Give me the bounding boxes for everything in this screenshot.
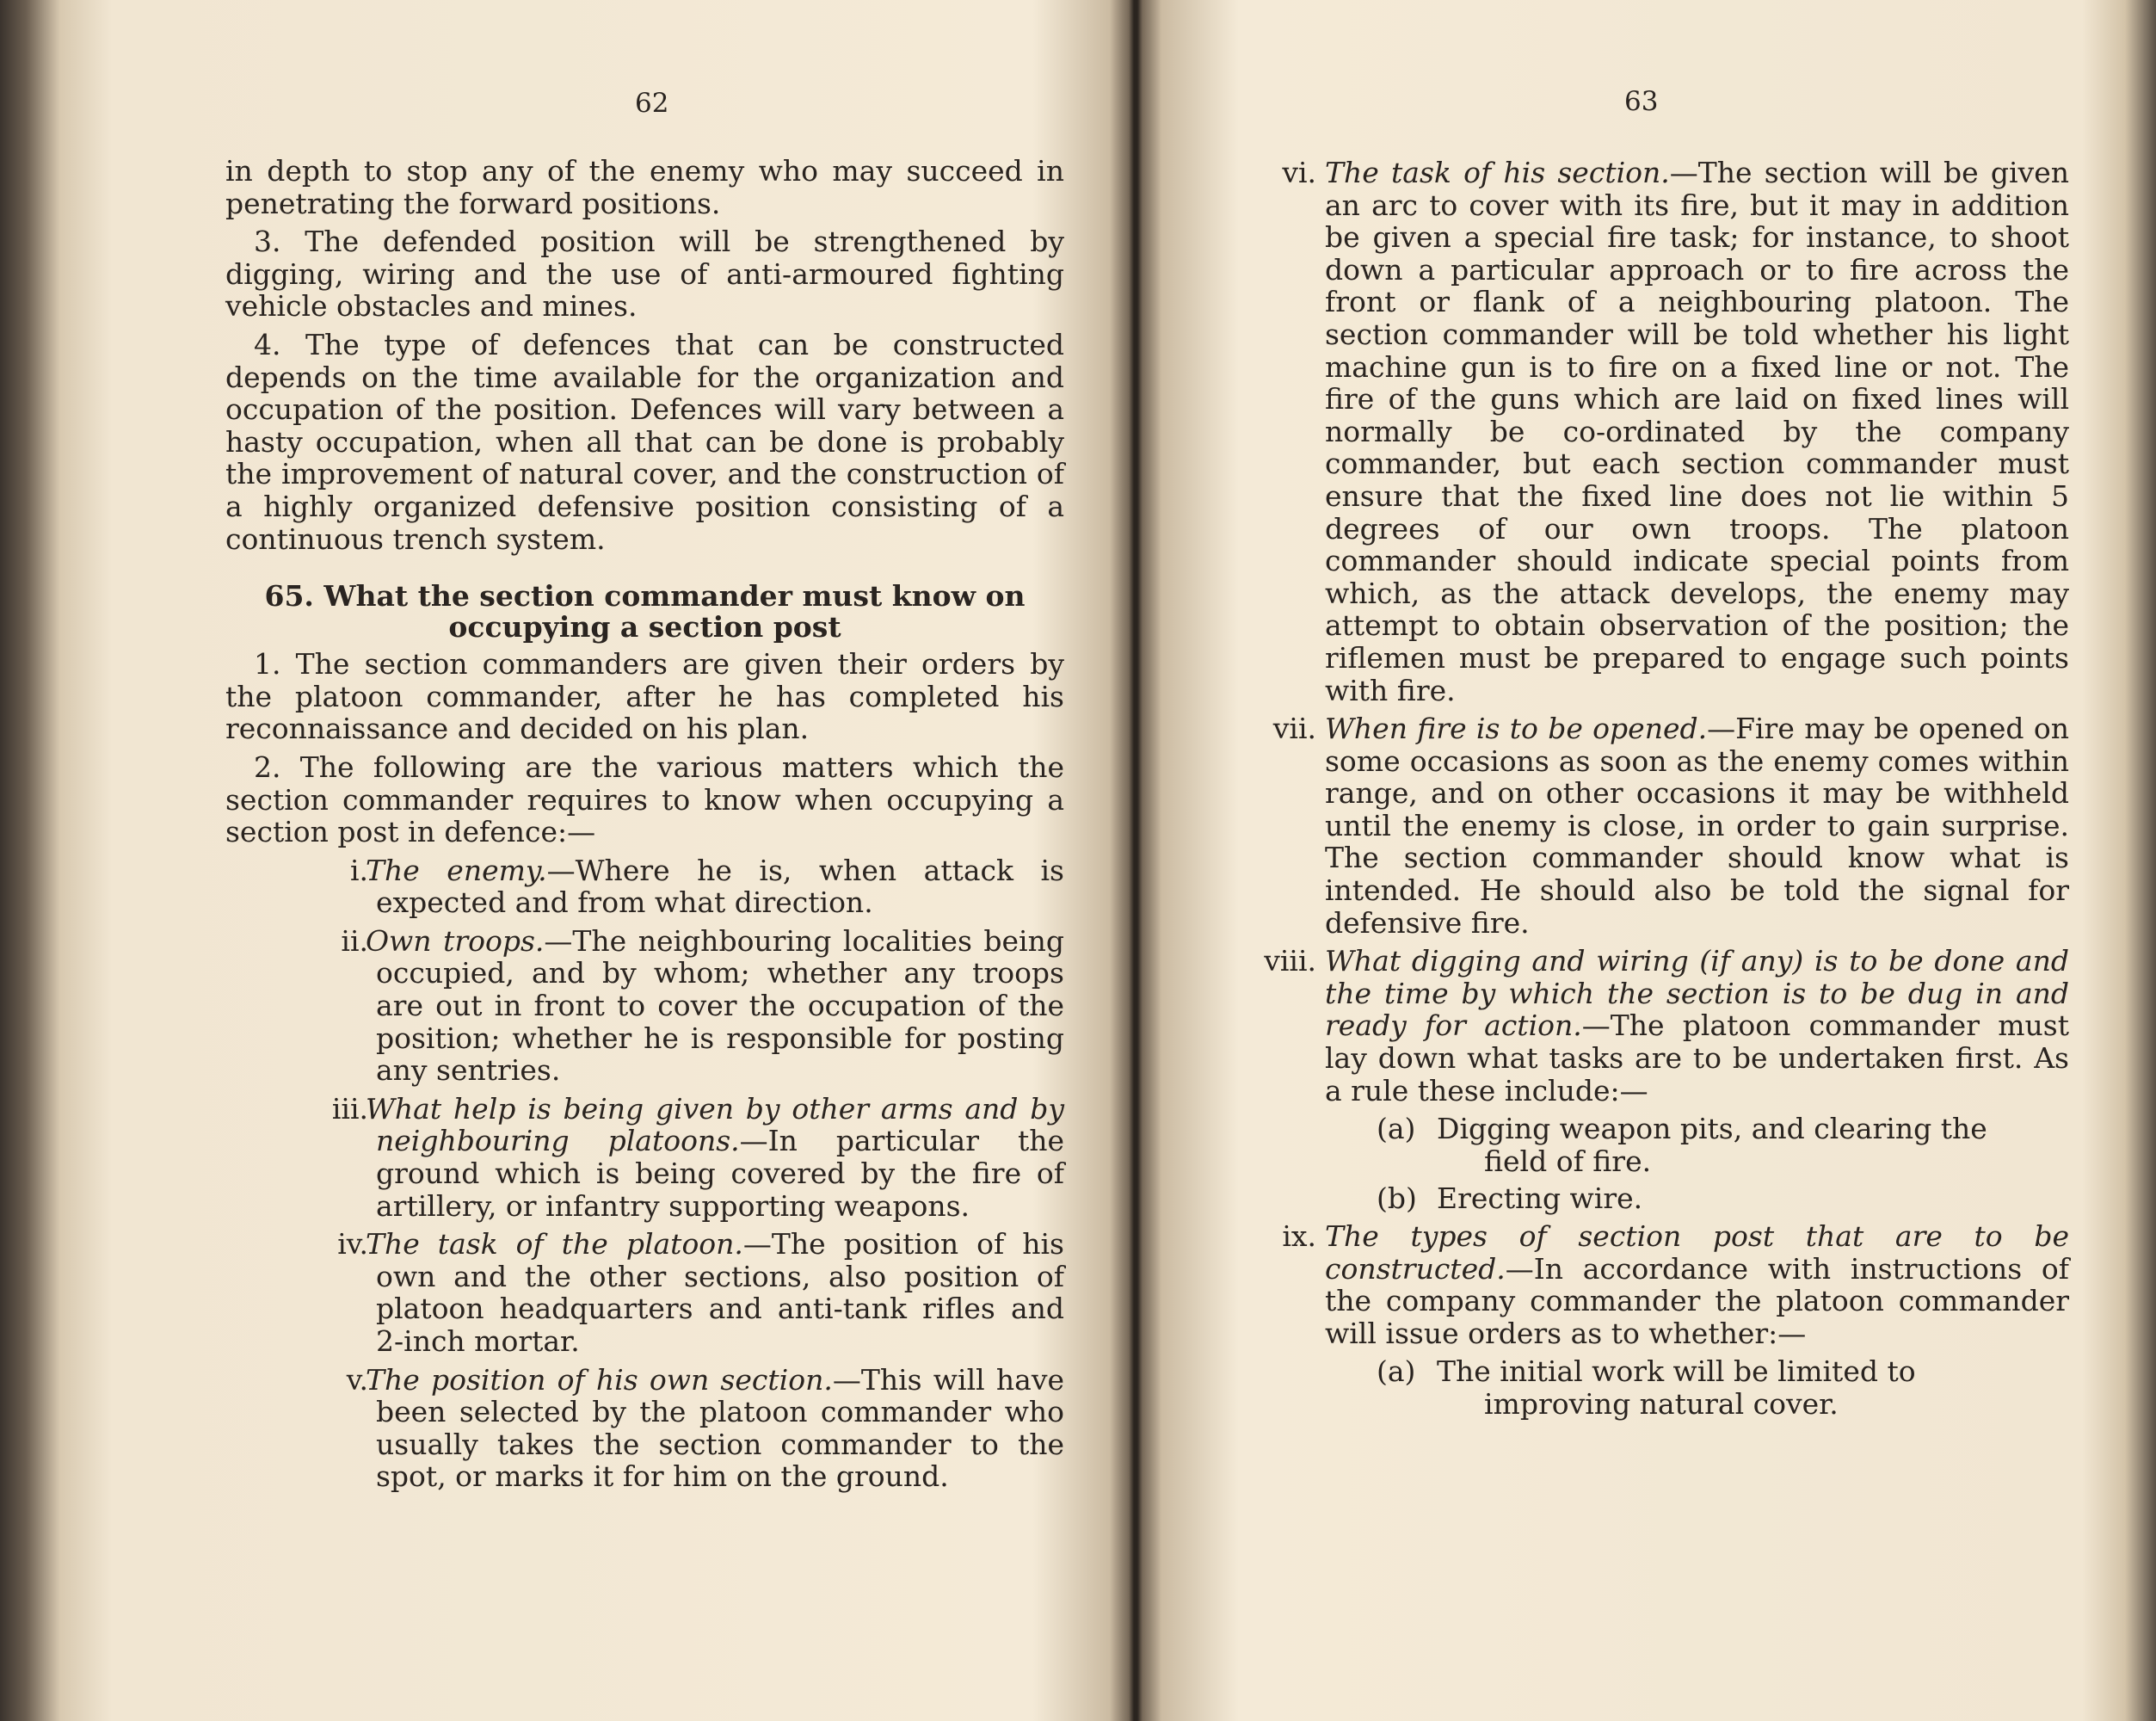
sub-item-viii-a [1269,1113,2069,1177]
sub-item-text: The initial work will be limited to [1437,1354,1916,1389]
item-title: The task of the platoon. [366,1227,743,1261]
heading-number: 65. [264,579,314,614]
sub-item-text: Erecting wire. [1437,1181,1643,1216]
item-title: The types of section post that are to be constructed. [1325,1219,2069,1286]
paragraph-continuation: in depth to stop any of the enemy who may succeed in penetrating the forward positions. [225,154,1064,220]
list-item-vii [1269,712,2069,939]
item-text: —The section will be given an arc to cover with its fire, but it may in addition be given a special fire task; for instance, to shoot down a particular approach or to fire across the front or flank of a neighbouring platoon. The section commander will be told whether his light machine gun is to fire on a fixed line or not. The fire of the guns which are laid on fixed lines will normally be co-ordinated by the company commander, but each section commander must ensure that the fixed line does not lie within 5 degrees of our own troops. The platoon commander should indicate special points from which, as the attack develops, the enemy may attempt to obtain observation of the position; the riflemen must be prepared to engage such points with fire. [1325,156,2069,707]
sub-item-ix-a [1269,1355,2069,1420]
item-title: The enemy. [366,853,547,887]
paragraph-4: 4. The type of defences that can be constructed depends on the time available for the organization and occupation of the position. Defences will vary between a hasty occupation, when all that can be done is probably the improvement of natural cover, and the construction of a highly organized defensive position consisting of a continuous trench system. [225,327,1064,556]
left-text-block [225,155,1064,1499]
heading-line-1: What the section commander must know on [323,579,1026,614]
item-number: ix. [1282,1219,1316,1253]
item-number: vii. [1272,712,1316,746]
item-number: i. [349,853,368,887]
item-text: —This will have been selected by the platoon commander who usually takes the section commander to the spot, or marks it for him on the ground. [376,1362,1064,1494]
list-item-ii [225,925,1064,1087]
list-item-ix [1269,1220,2069,1349]
paragraph-3: 3. The defended position will be strengthened by digging, wiring and the use of anti-armoured fighting vehicle obstacles and mines. [225,225,1064,324]
item-number: iii. [331,1091,368,1126]
item-text: —In particular the ground which is being covered by the fire of artillery, or infantry supporting weapons. [376,1124,1064,1223]
list-item-iv [225,1228,1064,1357]
right-page [1140,0,2156,1721]
page-number-right: 63 [1624,86,1659,117]
item-title: What digging and wiring (if any) is to be done and the time by which the section is to be dug in and ready for action. [1325,944,2069,1043]
section-heading-65 [225,581,1064,643]
sub-item-label: (a) [1377,1354,1416,1389]
paragraph-2: 2. The following are the various matters which the section commander requires to know when occupying a section post in defence:— [225,749,1064,849]
item-number: v. [346,1362,368,1397]
item-text: —Fire may be opened on some occasions as soon as the enemy comes within range, and on other occasions it may be withheld until the enemy is close, in order to gain surprise. The section commander should know what is intended. He should also be told the signal for defensive fire. [1325,712,2069,940]
heading-line-2: occupying a section post [448,610,841,645]
item-text: —The platoon commander must lay down what tasks are to be undertaken first. As a rule these include:— [1325,1009,2069,1107]
item-title: The task of his section. [1325,156,1670,189]
item-title: When fire is to be opened. [1325,712,1708,746]
sub-item-continuation: field of fire. [1484,1144,1652,1178]
list-item-v [225,1364,1064,1493]
sub-item-text: Digging weapon pits, and clearing the [1437,1112,1987,1146]
item-text: —The neighbouring localities being occupied, and by whom; whether any troops are out in front to cover the occupation of the position; whether he is responsible for posting any sentries. [376,923,1064,1088]
item-number: viii. [1264,944,1316,978]
item-title: The position of his own section. [366,1362,833,1397]
sub-item-continuation: improving natural cover. [1484,1386,1839,1421]
item-title: What help is being given by other arms and by neighbouring platoons. [366,1091,1064,1158]
item-text: —The position of his own and the other sections, also position of platoon headquarters and anti-tank rifles and 2-inch mortar. [376,1227,1064,1358]
item-text: —In accordance with instructions of the company commander the platoon commander will issue orders as to whether:— [1325,1251,2069,1350]
item-number: iv. [337,1227,368,1261]
item-title: Own troops. [366,923,545,958]
sub-item-label: (a) [1377,1112,1416,1146]
list-item-vi [1269,157,2069,706]
item-text: —Where he is, when attack is expected and from what direction. [376,853,1064,920]
list-item-viii [1264,944,2069,1107]
paragraph-1: 1. The section commanders are given their orders by the platoon commander, after he has completed his reconnaissance and decided on his plan. [225,647,1064,746]
list-item-i [225,854,1064,919]
right-text-block [1264,156,2069,1426]
list-item-iii [225,1093,1064,1222]
sub-item-viii-b [1269,1182,2069,1215]
page-number-left: 62 [635,88,669,119]
sub-item-label: (b) [1377,1181,1417,1216]
item-number: ii. [341,923,368,958]
item-number: vi. [1282,156,1316,189]
